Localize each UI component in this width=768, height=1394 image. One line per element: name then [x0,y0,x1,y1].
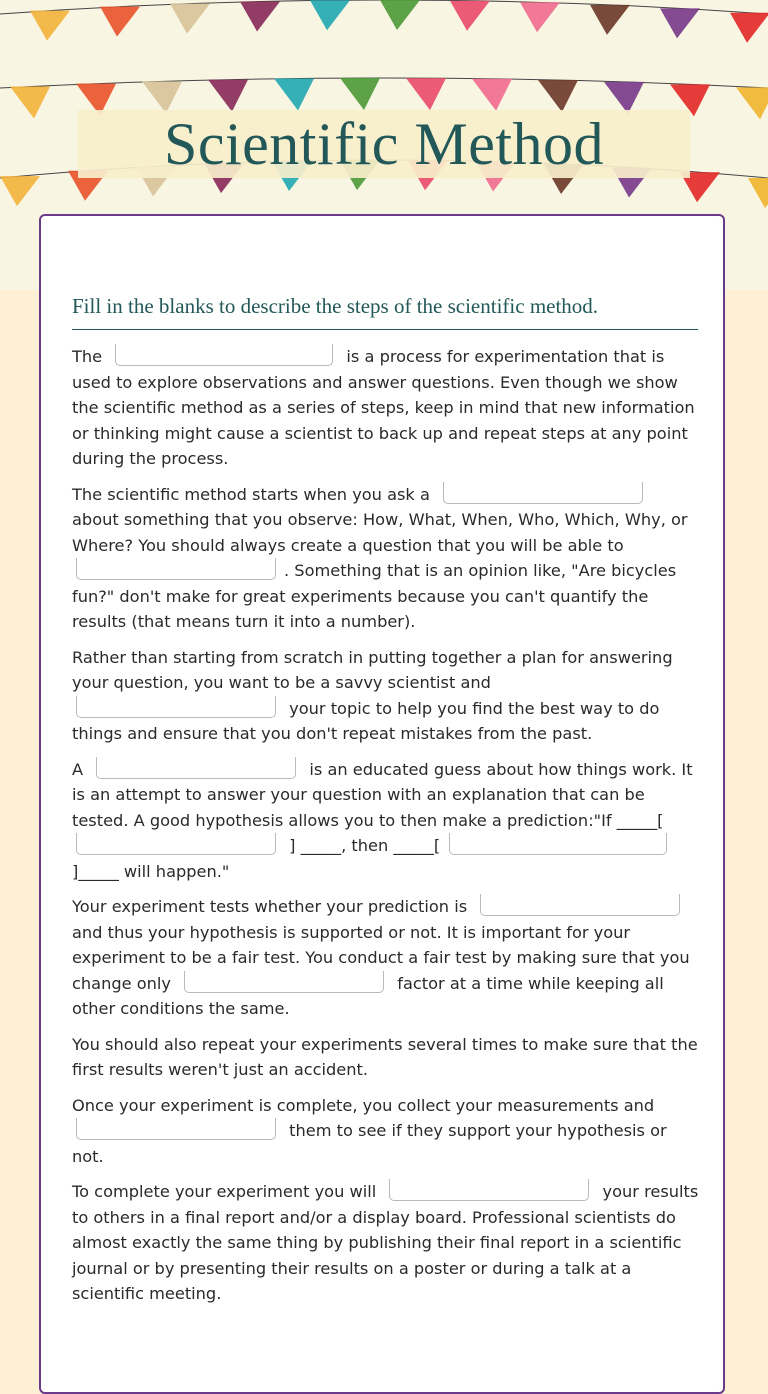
text: your results to others in a final report and/or a display board. Professional scientists do almost exactly the same thing by publishing their final report in a scientific journal or by presenting their results on a poster or during a talk at a scientific meeting. [72,1182,699,1303]
blank-input-8[interactable] [480,894,680,916]
text: ] _____, then _____[ [289,836,441,855]
text: factor at a time while keeping all other conditions the same. [72,973,664,1018]
blank-input-6[interactable] [76,833,276,855]
paragraph-6 [72,1032,700,1083]
bunting-flag [100,7,140,37]
bunting-flag [736,87,768,119]
text: ]_____ will happen." [72,861,230,881]
blank-input-9[interactable] [184,971,384,993]
text: . Something that is an opinion like, "Are bicycles fun?" don't make for great experiments because you can't quantify the results (that means turn it into a number). [72,561,677,631]
text: Rather than starting from scratch in putting together a plan for answering your question, you want to be a savvy scientist and [72,647,673,692]
paragraph-1 [72,344,700,472]
bunting-flag [748,178,768,208]
blank-input-7[interactable] [449,833,667,855]
text: and thus your hypothesis is supported or not. It is important for your experiment to be a fair test. You conduct a fair test by making sure that you change only [72,922,690,993]
bunting-flag [450,1,490,31]
bunting-flag [380,0,420,30]
bunting-flag [240,1,280,31]
text: is an educated guess about how things work. It is an attempt to answer your question with an explanation that can be tested. A good hypothesis allows you to then make a prediction:"If _____[ [72,759,693,830]
bunting-flag [170,4,210,34]
blank-input-4[interactable] [76,696,276,718]
instructions-heading: Fill in the blanks to describe the steps of the scientific method. [72,294,698,330]
text: them to see if they support your hypothesis or not. [72,1121,667,1166]
text: The scientific method starts when you ask a [72,484,430,504]
bunting-flag [590,5,630,35]
paragraph-7 [72,1093,700,1170]
bunting-string [0,78,768,88]
title-panel [78,110,690,178]
bunting-flag [340,78,380,110]
text: your topic to help you find the best way to do things and ensure that you don't repeat mistakes from the past. [72,698,660,743]
bunting-flag [208,80,248,112]
bunting-flag [472,79,512,111]
paragraph-8 [72,1179,700,1307]
blank-input-5[interactable] [96,757,296,779]
blank-input-1[interactable] [115,344,333,366]
text: You should also repeat your experiments several times to make sure that the first results weren't just an accident. [72,1034,698,1079]
page-title: Scientific Method [163,110,605,177]
bunting-flag [30,11,70,41]
blank-input-11[interactable] [389,1179,589,1201]
blank-input-3[interactable] [76,558,276,580]
text: Your experiment tests whether your prediction is [72,897,468,916]
bunting-flag [10,86,50,118]
blank-input-2[interactable] [443,482,643,504]
worksheet-card [39,214,725,1394]
text: A [72,759,84,779]
text: The [72,347,103,366]
paragraph-3 [72,645,700,747]
bunting-flag [274,79,314,111]
bunting-flag [406,78,446,110]
bunting-flag [730,13,768,43]
text: To complete your experiment you will [72,1182,377,1201]
text: is a process for experimentation that is used to explore observations and answer questions. Even though we show the scientific method as a series of steps, keep in mind that new information or thinking might cause a scientist to back up and repeat steps at any point during the process. [72,347,695,468]
bunting-flag [520,2,560,32]
paragraph-2 [72,482,700,635]
passage [72,344,700,1317]
blank-input-10[interactable] [76,1118,276,1140]
text: Once your experiment is complete, you collect your measurements and [72,1095,655,1115]
bunting-flag [0,176,40,206]
bunting-flag [310,0,350,30]
text: about something that you observe: How, What, When, Who, Which, Why, or Where? You should always create a question that you will be able to [72,510,688,555]
bunting-flag [538,80,578,112]
bunting-flag [660,8,700,38]
paragraph-5 [72,894,700,1022]
paragraph-4 [72,757,700,885]
